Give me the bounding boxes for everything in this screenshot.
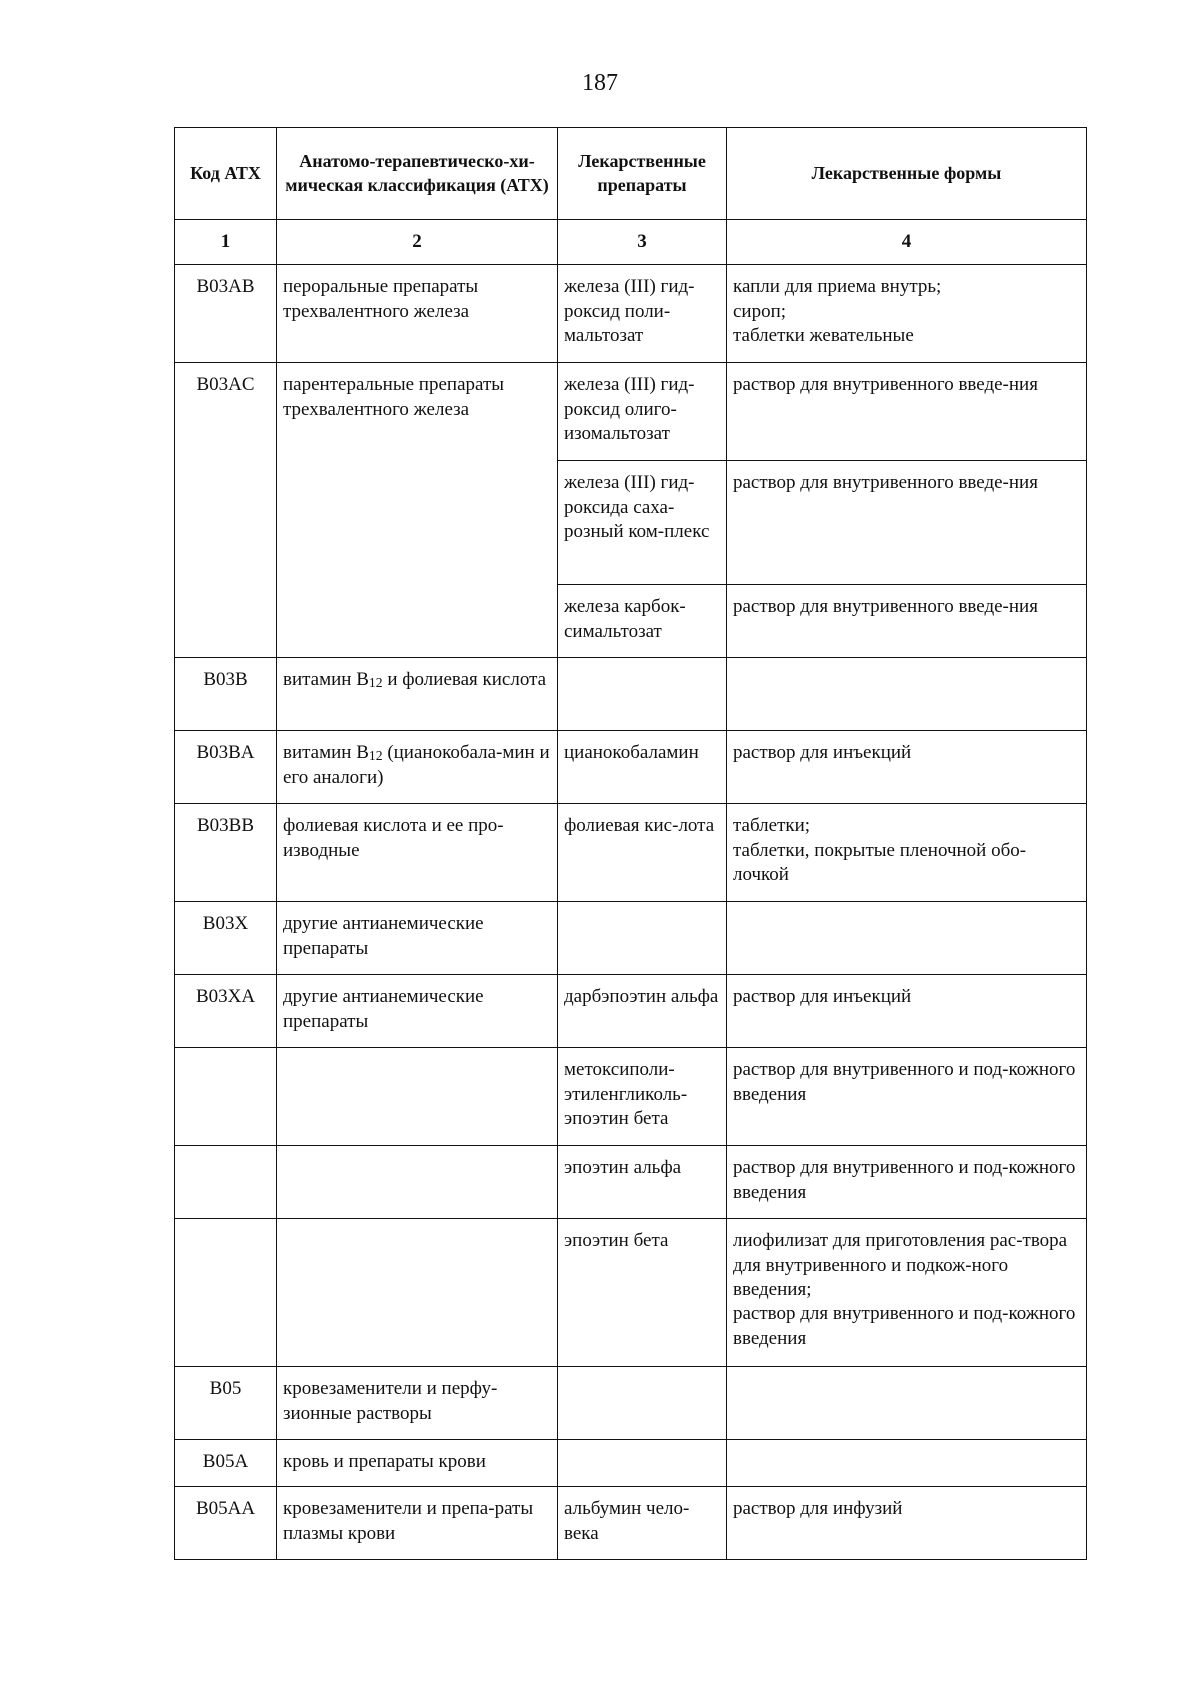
subscript: 12 [368,748,383,764]
table-row [175,1146,1087,1219]
dosage-forms [727,1440,1087,1487]
drug-name: эпоэтин альфа [558,1146,727,1219]
table-row [175,731,1087,804]
table-row [175,265,1087,363]
subscript: 12 [368,675,383,691]
table-row [175,658,1087,731]
atc-code: B03B [175,658,277,731]
dosage-forms: раствор для внутривенного введе-ния [727,585,1087,658]
atc-classification [277,658,558,731]
atc-code: B05AA [175,1487,277,1560]
header-drugs: Лекарственные препараты [558,128,727,220]
atc-code: B03AB [175,265,277,363]
header-classification: Анатомо-терапевтическо-хи-мическая классификация (АТХ) [277,128,558,220]
header-code: Код АТХ [175,128,277,220]
table-row [175,1219,1087,1367]
dosage-forms [727,658,1087,731]
page-number: 187 [582,70,618,96]
table-row [175,1367,1087,1440]
drug-name: альбумин чело-века [558,1487,727,1560]
drug-name [558,902,727,975]
atc-classification: пероральные препараты трехвалентного железа [277,265,558,363]
table-row [175,1048,1087,1146]
dosage-forms: раствор для внутривенного введе-ния [727,363,1087,461]
drug-name: железа (III) гид-роксид олиго-изомальтозат [558,363,727,461]
atc-classification [277,1048,558,1146]
atc-code: B05A [175,1440,277,1487]
dosage-forms: раствор для внутривенного введе-ния [727,461,1087,585]
atc-classification: другие антианемические препараты [277,902,558,975]
dosage-form: сироп; [733,300,787,322]
atc-code: B05 [175,1367,277,1440]
table-row [175,902,1087,975]
column-number: 2 [277,220,558,265]
classification-text: и фолиевая кислота [382,669,547,691]
drug-name [558,658,727,731]
atc-code: B03XA [175,975,277,1048]
dosage-forms [727,1367,1087,1440]
dosage-form: лиофилизат для приготовления рас-твора для внутривенного и подкож-ного введения; [733,1230,1068,1300]
drug-name [558,1367,727,1440]
classification-text: витамин B [283,669,369,691]
dosage-forms: раствор для внутривенного и под-кожного введения [727,1048,1087,1146]
dosage-form: таблетки; [733,815,811,837]
atc-classification: другие антианемические препараты [277,975,558,1048]
column-number: 4 [727,220,1087,265]
column-number-row [175,220,1087,265]
drug-name: железа (III) гид-роксида саха-розный ком-плекс [558,461,727,585]
atc-classification: фолиевая кислота и ее про-изводные [277,804,558,902]
dosage-forms [727,1219,1087,1367]
table-row [175,363,1087,461]
atc-code [175,1219,277,1367]
atc-code: B03AC [175,363,277,658]
atc-classification [277,1219,558,1367]
dosage-forms: раствор для инъекций [727,731,1087,804]
atc-code [175,1048,277,1146]
atc-classification: парентеральные препараты трехвалентного железа [277,363,558,658]
header-row [175,128,1087,220]
dosage-form: таблетки жевательные [733,324,914,346]
atc-classification: кровезаменители и препа-раты плазмы крови [277,1487,558,1560]
drug-name [558,1440,727,1487]
atc-table [174,127,1087,1560]
atc-classification [277,1146,558,1219]
atc-classification: кровь и препараты крови [277,1440,558,1487]
atc-code: B03BB [175,804,277,902]
table-row [175,1440,1087,1487]
dosage-forms: раствор для инфузий [727,1487,1087,1560]
drug-name: железа карбок-симальтозат [558,585,727,658]
table-row [175,975,1087,1048]
drug-name: эпоэтин бета [558,1219,727,1367]
drug-name: дарбэпоэтин альфа [558,975,727,1048]
classification-text: (цианокобала-мин и его аналоги) [283,742,550,788]
atc-code: B03X [175,902,277,975]
dosage-forms: раствор для внутривенного и под-кожного введения [727,1146,1087,1219]
dosage-forms [727,804,1087,902]
drug-name: фолиевая кис-лота [558,804,727,902]
atc-code: B03BA [175,731,277,804]
table-row [175,804,1087,902]
atc-code [175,1146,277,1219]
classification-text: витамин B [283,742,369,764]
table-row [175,1487,1087,1560]
dosage-forms [727,265,1087,363]
dosage-form: раствор для внутривенного и под-кожного введения [733,1303,1076,1349]
dosage-forms: раствор для инъекций [727,975,1087,1048]
dosage-form: капли для приема внутрь; [733,276,942,298]
drug-name: железа (III) гид-роксид поли-мальтозат [558,265,727,363]
drug-name: метоксиполи-этиленгликоль-эпоэтин бета [558,1048,727,1146]
header-forms: Лекарственные формы [727,128,1087,220]
atc-classification [277,731,558,804]
column-number: 3 [558,220,727,265]
dosage-form: таблетки, покрытые пленочной обо-лочкой [733,839,1027,885]
drug-name: цианокобаламин [558,731,727,804]
atc-classification: кровезаменители и перфу-зионные растворы [277,1367,558,1440]
column-number: 1 [175,220,277,265]
dosage-forms [727,902,1087,975]
